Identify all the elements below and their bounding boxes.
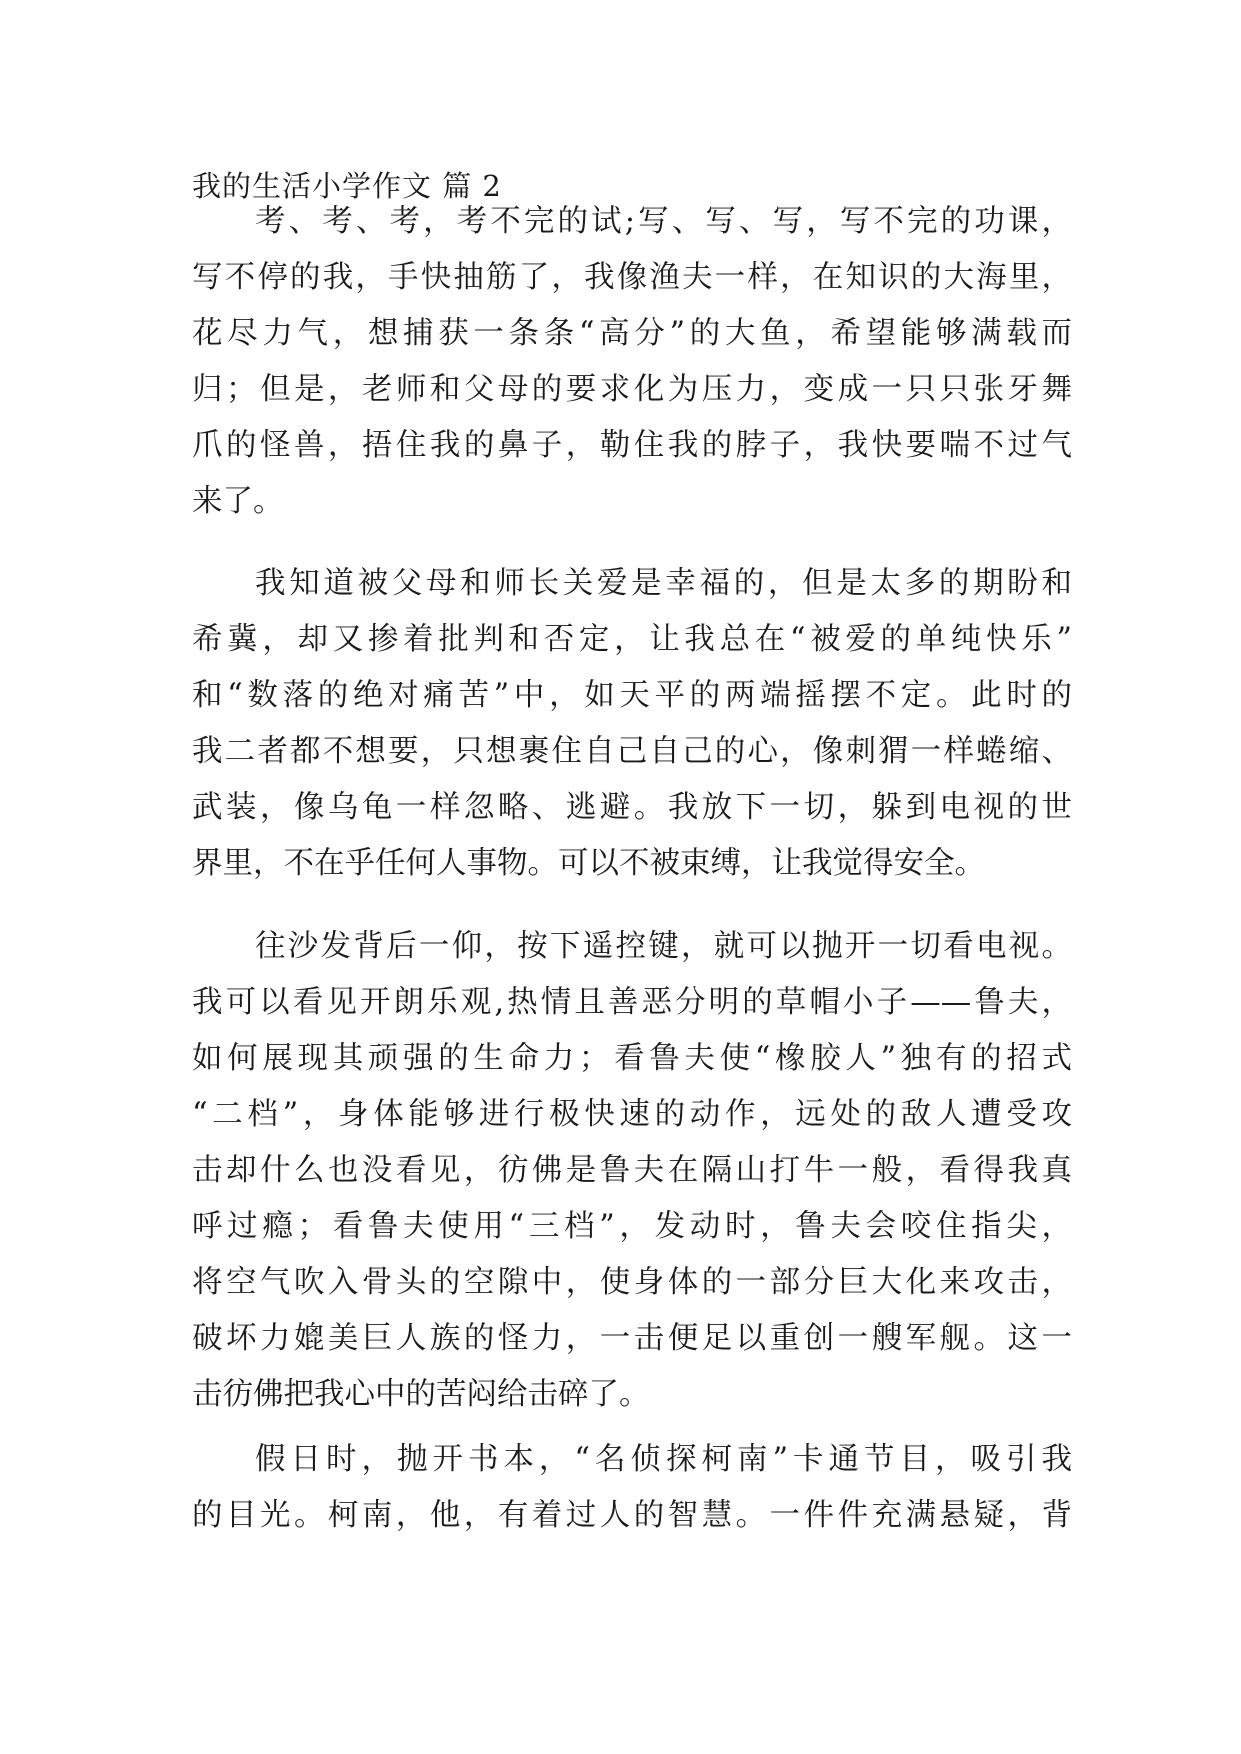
paragraph-line: 归；但是，老师和父母的要求化为压力，变成一只只张牙舞	[192, 372, 1072, 407]
paragraph-line: 如何展现其顽强的生命力；看鲁夫使“橡胶人”独有的招式	[192, 1041, 1072, 1076]
paragraph-line: 来了。	[192, 484, 284, 519]
paragraph-2	[192, 556, 1072, 892]
paragraph-line: 击彷佛把我心中的苦闷给击碎了。	[192, 1377, 650, 1412]
paragraph-line: 界里，不在乎任何人事物。可以不被束缚，让我觉得安全。	[192, 846, 985, 881]
paragraph-line: 花尽力气，想捕获一条条“高分”的大鱼，希望能够满载而	[192, 316, 1072, 351]
paragraph-line: 往沙发背后一仰，按下遥控键，就可以抛开一切看电视。	[255, 929, 1072, 964]
essay-title: 我的生活小学作文 篇 2	[192, 169, 502, 203]
paragraph-4	[192, 1432, 1072, 1544]
paragraph-line: “二档”，身体能够进行极快速的动作，远处的敌人遭受攻	[192, 1097, 1072, 1132]
paragraph-line: 写不停的我，手快抽筋了，我像渔夫一样，在知识的大海里，	[192, 260, 1072, 295]
paragraph-line: 我知道被父母和师长关爱是幸福的，但是太多的期盼和	[255, 566, 1072, 601]
paragraph-line: 击却什么也没看见，彷佛是鲁夫在隔山打牛一般，看得我真	[192, 1153, 1072, 1188]
paragraph-line: 我可以看见开朗乐观,热情且善恶分明的草帽小子——鲁夫，	[192, 985, 1072, 1020]
paragraph-line: 爪的怪兽，捂住我的鼻子，勒住我的脖子，我快要喘不过气	[192, 428, 1072, 463]
paragraph-line: 假日时，抛开书本，“名侦探柯南”卡通节目，吸引我	[255, 1442, 1072, 1477]
paragraph-line: 将空气吹入骨头的空隙中，使身体的一部分巨大化来攻击，	[192, 1265, 1072, 1300]
paragraph-line: 呼过瘾；看鲁夫使用“三档”，发动时，鲁夫会咬住指尖，	[192, 1209, 1072, 1244]
paragraph-line: 的目光。柯南，他，有着过人的智慧。一件件充满悬疑，背	[192, 1498, 1072, 1533]
paragraph-line: 我二者都不想要，只想裹住自己自己的心，像刺猬一样蜷缩、	[192, 734, 1072, 769]
paragraph-line: 和“数落的绝对痛苦”中，如天平的两端摇摆不定。此时的	[192, 678, 1072, 713]
paragraph-line: 武装，像乌龟一样忽略、逃避。我放下一切，躲到电视的世	[192, 790, 1072, 825]
paragraph-3	[192, 919, 1072, 1423]
paragraph-1	[192, 194, 1072, 530]
paragraph-line: 破坏力媲美巨人族的怪力，一击便足以重创一艘军舰。这一	[192, 1321, 1072, 1356]
paragraph-line: 考、考、考，考不完的试;写、写、写，写不完的功课，	[255, 204, 1072, 239]
paragraph-line: 希冀，却又掺着批判和否定，让我总在“被爱的单纯快乐”	[192, 622, 1072, 657]
